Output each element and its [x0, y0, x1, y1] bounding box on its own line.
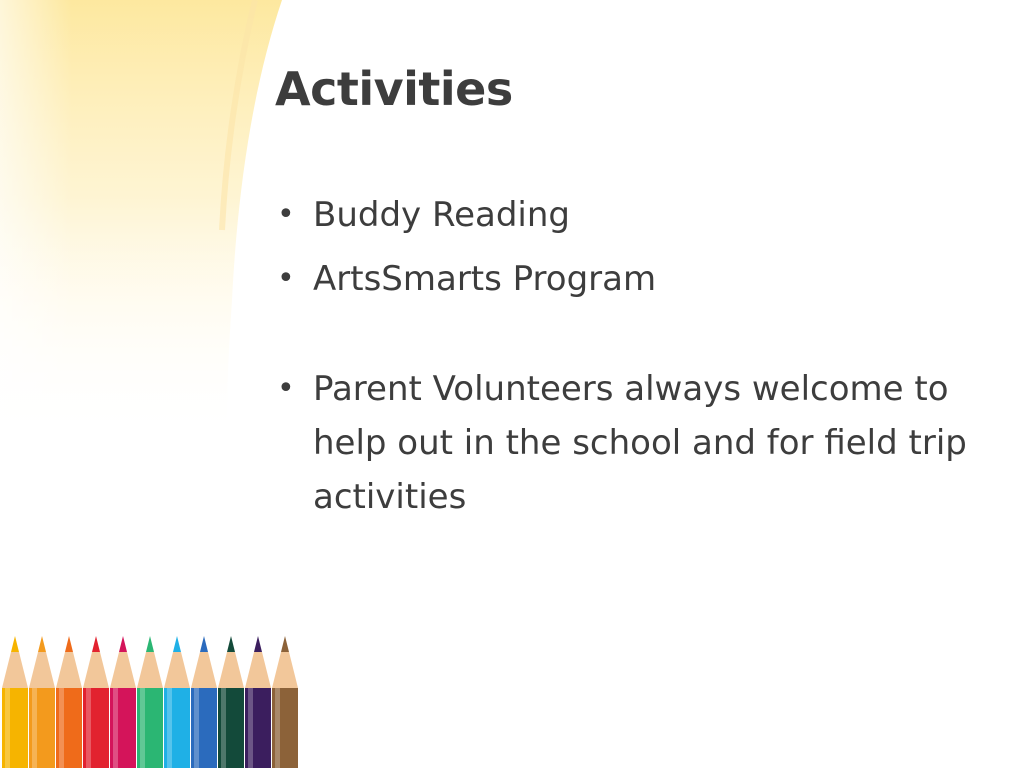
pencil [218, 636, 244, 768]
bullet-item [275, 188, 995, 242]
colored-pencils-icon [0, 630, 300, 768]
pencil [272, 636, 298, 768]
pencil [29, 636, 55, 768]
slide-title: Activities [275, 62, 513, 116]
bullet-icon: • [277, 197, 295, 232]
pencil [164, 636, 190, 768]
bullet-item [275, 252, 995, 306]
bullet-item [275, 362, 995, 524]
pencil [56, 636, 82, 768]
pencil [245, 636, 271, 768]
pencil [191, 636, 217, 768]
bullet-icon: • [277, 261, 295, 296]
pencil [137, 636, 163, 768]
bullet-list [275, 188, 995, 534]
pencil [2, 636, 28, 768]
pencil [83, 636, 109, 768]
bullet-text: ArtsSmarts Program [313, 259, 657, 299]
bullet-text: Parent Volunteers always welcome to help out in the school and for field trip activities [313, 369, 967, 517]
bullet-text: Buddy Reading [313, 195, 570, 235]
bullet-icon: • [277, 371, 295, 406]
pencil [110, 636, 136, 768]
